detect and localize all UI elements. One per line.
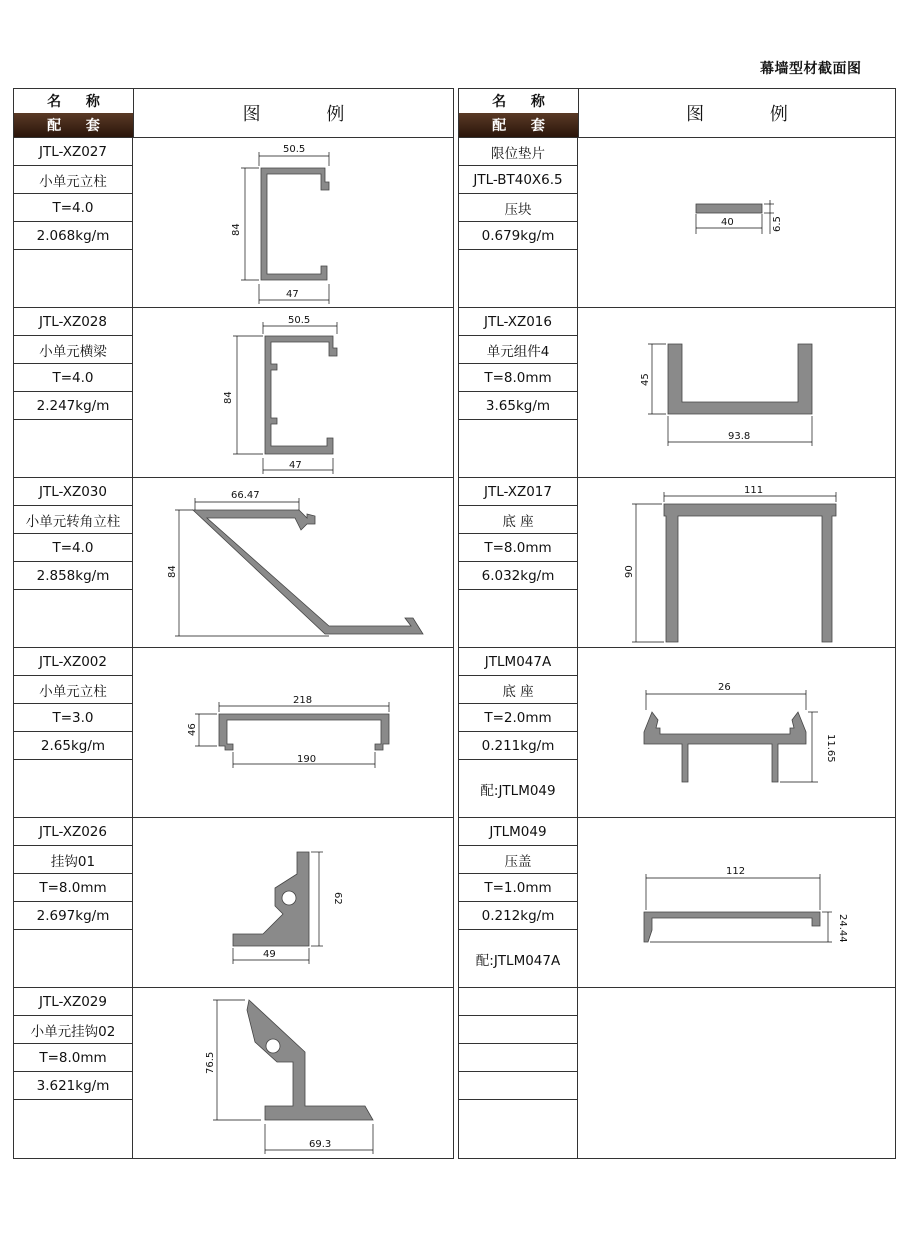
dim-label: 93.8 — [728, 431, 751, 442]
weight-cell: 3.65kg/m — [459, 392, 577, 420]
model-cell: JTL-XZ002 — [14, 648, 132, 676]
profile-drawing-jtlm047a — [578, 648, 894, 818]
thickness-cell: T=4.0 — [14, 534, 132, 562]
weight-cell: 2.65kg/m — [14, 732, 132, 760]
dim-label: 76.5 — [205, 1051, 216, 1074]
empty-cell — [459, 590, 577, 647]
profile-drawing-xz030 — [133, 478, 453, 648]
empty-cell — [14, 590, 132, 647]
dim-label: 47 — [286, 289, 299, 300]
empty-cell — [14, 420, 132, 477]
profile-figure — [578, 818, 895, 987]
dim-label: 46 — [187, 723, 198, 736]
model-cell: JTL-XZ030 — [14, 478, 132, 506]
name-header: 名 称 — [14, 89, 133, 113]
dim-label: 66.47 — [231, 490, 260, 501]
model-cell: JTL-XZ028 — [14, 308, 132, 336]
dim-label: 84 — [231, 223, 242, 236]
weight-cell: 3.621kg/m — [14, 1072, 132, 1100]
dim-label: 69.3 — [309, 1139, 332, 1150]
profile-drawing-xz017 — [578, 478, 894, 648]
name-header: 名 称 — [459, 89, 578, 113]
empty-cell — [459, 1100, 577, 1158]
dim-label: 26 — [718, 682, 731, 693]
profile-drawing-xz029 — [133, 988, 453, 1158]
desc-cell: 底 座 — [459, 506, 577, 534]
desc-cell: 单元组件4 — [459, 336, 577, 364]
empty-cell — [459, 1072, 577, 1100]
dim-label: 47 — [289, 460, 302, 471]
empty-cell — [459, 420, 577, 477]
pair-header: 配 套 — [459, 113, 578, 137]
dim-label: 50.5 — [288, 315, 311, 326]
empty-cell — [459, 250, 577, 307]
thickness-cell: T=4.0 — [14, 194, 132, 222]
dim-label: 11.65 — [825, 734, 836, 763]
empty-cell — [14, 250, 132, 307]
table-row — [14, 478, 453, 648]
profile-figure — [133, 478, 453, 647]
profile-figure — [578, 478, 895, 647]
profile-drawing-xz028 — [133, 308, 453, 478]
dim-label: 6.5 — [772, 216, 783, 232]
dim-label: 45 — [640, 373, 651, 386]
profile-drawing-jtlm049 — [578, 818, 894, 988]
desc-cell: 小单元转角立柱 — [14, 506, 132, 534]
table-header — [14, 89, 453, 138]
table-row — [459, 478, 895, 648]
weight-cell: 2.247kg/m — [14, 392, 132, 420]
table-row — [14, 308, 453, 478]
table-row — [459, 988, 895, 1158]
weight-cell: 2.068kg/m — [14, 222, 132, 250]
legend-header: 图 例 — [686, 104, 818, 125]
table-row — [459, 308, 895, 478]
thickness-cell: T=2.0mm — [459, 704, 577, 732]
thickness-cell: T=8.0mm — [14, 874, 132, 902]
weight-cell: 2.697kg/m — [14, 902, 132, 930]
dim-label: 190 — [297, 754, 317, 765]
matching-note: 配:JTLM049 — [480, 782, 556, 799]
thickness-cell: T=8.0mm — [459, 534, 577, 562]
right-table — [458, 88, 896, 1159]
weight-cell: 0.211kg/m — [459, 732, 577, 760]
desc-cell: JTL-BT40X6.5 — [459, 166, 577, 194]
desc-cell: 小单元立柱 — [14, 676, 132, 704]
desc-cell: 小单元挂钩02 — [14, 1016, 132, 1044]
profile-drawing-xz002 — [133, 648, 453, 818]
desc-cell: 挂钩01 — [14, 846, 132, 874]
left-table — [13, 88, 454, 1159]
thickness-cell: T=4.0 — [14, 364, 132, 392]
dim-label: 84 — [167, 565, 178, 578]
profile-drawing-bt40 — [578, 138, 894, 308]
pair-header: 配 套 — [14, 113, 133, 137]
model-cell: JTLM047A — [459, 648, 577, 676]
profile-drawing-xz027 — [133, 138, 453, 308]
model-cell: JTLM049 — [459, 818, 577, 846]
profile-figure — [578, 648, 895, 817]
weight-cell: 6.032kg/m — [459, 562, 577, 590]
profile-figure — [578, 138, 895, 307]
table-row — [459, 138, 895, 308]
profile-drawing-xz016 — [578, 308, 894, 478]
model-cell: JTL-XZ029 — [14, 988, 132, 1016]
dim-label: 49 — [263, 949, 276, 960]
profile-figure — [133, 308, 453, 477]
empty-cell — [459, 988, 577, 1016]
table-row — [14, 138, 453, 308]
empty-figure — [578, 988, 895, 1158]
model-cell: JTL-XZ016 — [459, 308, 577, 336]
dim-label: 112 — [726, 866, 746, 877]
profile-figure — [133, 988, 453, 1158]
table-row — [14, 648, 453, 818]
weight-cell: 0.679kg/m — [459, 222, 577, 250]
profile-drawing-xz026 — [133, 818, 453, 988]
desc-cell: 底 座 — [459, 676, 577, 704]
empty-cell — [14, 1100, 132, 1158]
dim-label: 218 — [293, 695, 313, 706]
empty-cell — [459, 1044, 577, 1072]
thickness-cell: T=1.0mm — [459, 874, 577, 902]
model-cell: JTL-XZ026 — [14, 818, 132, 846]
dim-label: 111 — [744, 485, 764, 496]
thickness-cell: T=3.0 — [14, 704, 132, 732]
thickness-cell: 压块 — [459, 194, 577, 222]
table-row — [14, 988, 453, 1158]
empty-cell — [14, 930, 132, 987]
profile-figure — [133, 138, 453, 307]
page-title: 幕墙型材截面图 — [760, 61, 862, 77]
table-row — [14, 818, 453, 988]
matching-note: 配:JTLM047A — [475, 952, 561, 969]
desc-cell: 小单元横梁 — [14, 336, 132, 364]
desc-cell: 压盖 — [459, 846, 577, 874]
weight-cell: 0.212kg/m — [459, 902, 577, 930]
model-cell: 限位垫片 — [459, 138, 577, 166]
profile-figure — [578, 308, 895, 477]
legend-header: 图 例 — [242, 104, 375, 125]
dim-label: 84 — [223, 391, 234, 404]
model-cell: JTL-XZ017 — [459, 478, 577, 506]
profile-figure — [133, 818, 453, 987]
empty-cell — [459, 1016, 577, 1044]
empty-cell — [14, 760, 132, 817]
profile-figure — [133, 648, 453, 817]
model-cell: JTL-XZ027 — [14, 138, 132, 166]
table-row — [459, 818, 895, 988]
desc-cell: 小单元立柱 — [14, 166, 132, 194]
table-header — [459, 89, 895, 138]
thickness-cell: T=8.0mm — [459, 364, 577, 392]
dim-label: 50.5 — [283, 144, 306, 155]
dim-label: 62 — [332, 892, 343, 905]
dim-label: 24.44 — [837, 914, 848, 943]
dim-label: 40 — [721, 217, 734, 228]
weight-cell: 2.858kg/m — [14, 562, 132, 590]
thickness-cell: T=8.0mm — [14, 1044, 132, 1072]
table-row — [459, 648, 895, 818]
dim-label: 90 — [624, 565, 635, 578]
